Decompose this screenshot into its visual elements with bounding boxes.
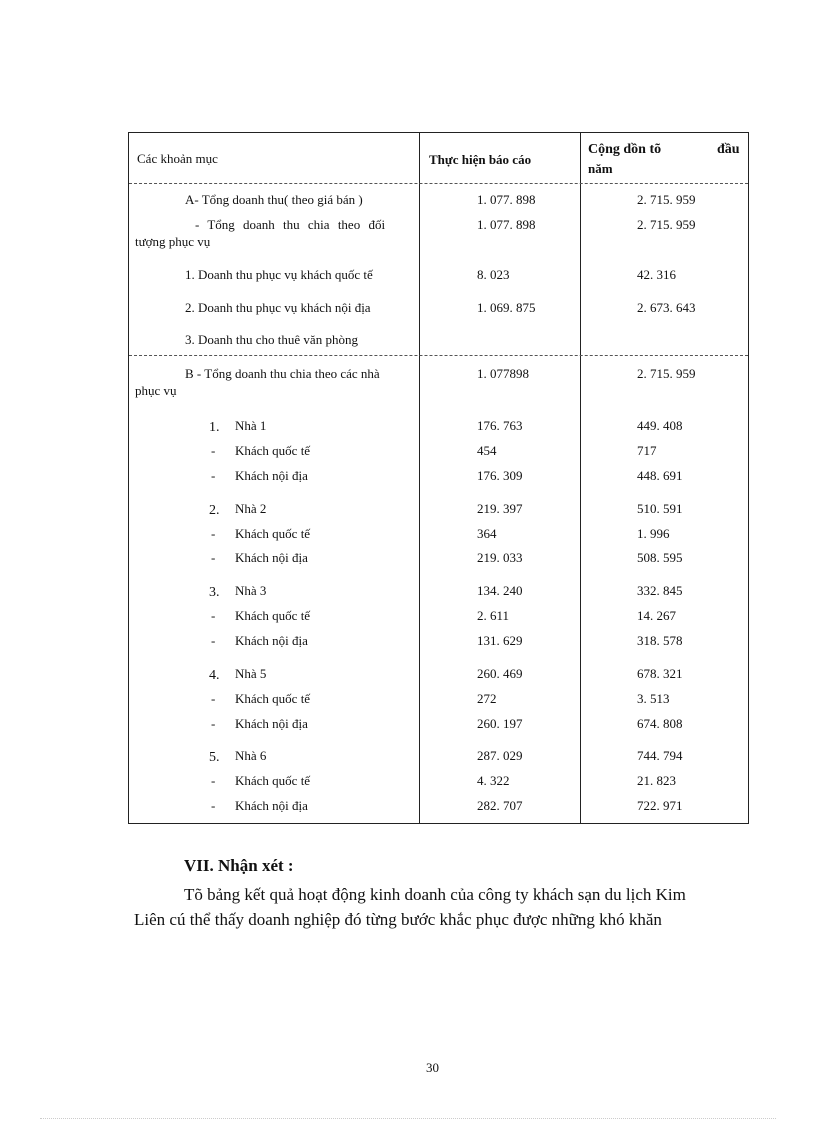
row-dash: - — [211, 526, 216, 541]
group-name: Nhà 6 — [235, 748, 267, 763]
row-label: Khách nội địa — [235, 798, 308, 813]
paragraph-line: Liên cú thể thấy doanh nghiệp đó từng bước khắc phục được những khó khăn — [134, 910, 662, 929]
row-dash: - — [211, 798, 216, 813]
revenue-table — [128, 132, 749, 824]
section-b-title: B - Tổng doanh thu chia theo các nhà — [185, 366, 380, 381]
group-cumulative: 510. 591 — [637, 501, 683, 516]
group-cumulative: 744. 794 — [637, 748, 683, 763]
section-b-actual: 1. 077898 — [477, 366, 529, 381]
group-cumulative: 449. 408 — [637, 418, 683, 433]
group-actual: 287. 029 — [477, 748, 523, 763]
row-dash: - — [211, 716, 216, 731]
section-a-actual: 1. 077. 898 — [477, 192, 536, 207]
by-target-cumulative: 2. 715. 959 — [637, 217, 696, 232]
a-item-label: 3. Doanh thu cho thuê văn phòng — [185, 332, 358, 347]
row-actual: 454 — [477, 443, 497, 458]
group-actual: 134. 240 — [477, 583, 523, 598]
column-divider — [419, 133, 420, 823]
row-actual: 260. 197 — [477, 716, 523, 731]
row-dash: - — [211, 691, 216, 706]
row-cumulative: 1. 996 — [637, 526, 670, 541]
a-item-actual: 8. 023 — [477, 267, 510, 282]
row-actual: 364 — [477, 526, 497, 541]
row-label: Khách quốc tế — [235, 773, 311, 788]
row-cumulative: 14. 267 — [637, 608, 676, 623]
row-label: Khách quốc tế — [235, 526, 311, 541]
page-bottom-rule — [40, 1118, 776, 1119]
row-cumulative: 21. 823 — [637, 773, 676, 788]
a-item-label: 1. Doanh thu phục vụ khách quốc tế — [185, 267, 373, 282]
section-b-cumulative: 2. 715. 959 — [637, 366, 696, 381]
group-name: Nhà 2 — [235, 501, 267, 516]
page-number: 30 — [426, 1060, 439, 1075]
row-dash: - — [211, 608, 216, 623]
row-cumulative: 448. 691 — [637, 468, 683, 483]
group-number: 4. — [209, 668, 220, 683]
group-name: Nhà 5 — [235, 666, 267, 681]
section-a-title: A- Tổng doanh thu( theo giá bán ) — [185, 192, 363, 207]
group-number: 3. — [209, 585, 220, 600]
group-cumulative: 678. 321 — [637, 666, 683, 681]
row-cumulative: 508. 595 — [637, 550, 683, 565]
row-actual: 176. 309 — [477, 468, 523, 483]
row-actual: 219. 033 — [477, 550, 523, 565]
group-number: 1. — [209, 420, 220, 435]
group-number: 2. — [209, 503, 220, 518]
row-dash: - — [211, 773, 216, 788]
header-actual: Thực hiện báo cáo — [429, 152, 532, 167]
paragraph-line: Tõ bảng kết quả hoạt động kinh doanh của công ty khách sạn du lịch Kim — [184, 885, 686, 904]
section-a-cumulative: 2. 715. 959 — [637, 192, 696, 207]
group-actual: 260. 469 — [477, 666, 523, 681]
group-name: Nhà 3 — [235, 583, 267, 598]
by-target-actual: 1. 077. 898 — [477, 217, 536, 232]
row-dash: - — [211, 633, 216, 648]
row-cumulative: 722. 971 — [637, 798, 683, 813]
row-label: Khách nội địa — [235, 716, 308, 731]
header-divider — [129, 183, 748, 184]
row-label: Khách quốc tế — [235, 443, 311, 458]
row-label: Khách nội địa — [235, 550, 308, 565]
row-cumulative: 674. 808 — [637, 716, 683, 731]
row-dash: - — [211, 550, 216, 565]
header-cumulative-line2: năm — [588, 161, 613, 176]
header-items: Các khoản mục — [137, 151, 218, 166]
a-item-cumulative: 42. 316 — [637, 267, 676, 282]
group-number: 5. — [209, 750, 220, 765]
column-divider — [580, 133, 581, 823]
section-divider — [129, 355, 748, 356]
row-actual: 282. 707 — [477, 798, 523, 813]
row-dash: - — [211, 443, 216, 458]
row-label: Khách nội địa — [235, 468, 308, 483]
row-dash: - — [211, 468, 216, 483]
group-cumulative: 332. 845 — [637, 583, 683, 598]
row-label: Khách quốc tế — [235, 691, 311, 706]
row-cumulative: 3. 513 — [637, 691, 670, 706]
header-cumulative: Cộng dồn tõ — [588, 142, 662, 157]
section-heading: VII. Nhận xét : — [184, 856, 294, 875]
row-actual: 272 — [477, 691, 497, 706]
by-target-label-line2: tượng phục vụ — [135, 234, 211, 249]
row-cumulative: 717 — [637, 443, 657, 458]
by-target-label: - Tổng doanh thu chia theo đối — [195, 217, 386, 232]
a-item-actual: 1. 069. 875 — [477, 300, 536, 315]
a-item-label: 2. Doanh thu phục vụ khách nội địa — [185, 300, 371, 315]
group-actual: 219. 397 — [477, 501, 523, 516]
group-name: Nhà 1 — [235, 418, 267, 433]
a-item-cumulative: 2. 673. 643 — [637, 300, 696, 315]
header-cumulative-word: đầu — [717, 142, 740, 157]
row-actual: 4. 322 — [477, 773, 510, 788]
row-label: Khách nội địa — [235, 633, 308, 648]
row-actual: 131. 629 — [477, 633, 523, 648]
row-cumulative: 318. 578 — [637, 633, 683, 648]
section-b-title-line2: phục vụ — [135, 383, 177, 398]
row-actual: 2. 611 — [477, 608, 510, 623]
row-label: Khách quốc tế — [235, 608, 311, 623]
group-actual: 176. 763 — [477, 418, 523, 433]
